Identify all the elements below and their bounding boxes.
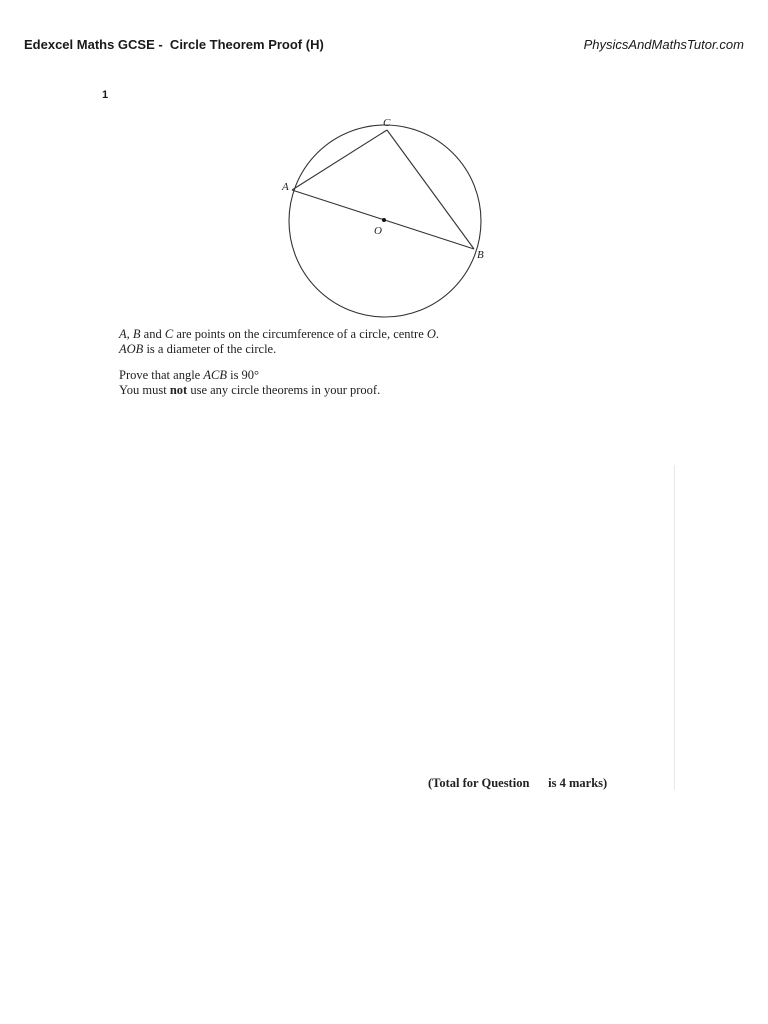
- question-instruction: [119, 368, 380, 398]
- chord-ac: [292, 130, 387, 190]
- point-a: A: [119, 327, 127, 341]
- text-fragment: use any circle theorems in your proof.: [187, 383, 381, 397]
- label-a: A: [282, 181, 289, 193]
- text-fragment: is 90°: [226, 368, 260, 382]
- instruction-line-1: [119, 368, 380, 383]
- point-c: C: [164, 327, 174, 341]
- chord-cb: [387, 130, 474, 249]
- circle-diagram: [270, 110, 500, 322]
- point-o: O: [426, 327, 436, 341]
- angle-name: ACB: [203, 368, 227, 382]
- question-statement: [119, 327, 439, 357]
- instruction-line-2: [119, 383, 380, 398]
- point-b: B: [132, 327, 141, 341]
- statement-line-2: [119, 342, 439, 357]
- label-b: B: [477, 249, 484, 261]
- emphasis-not: not: [169, 383, 188, 397]
- centre-point: [382, 218, 386, 222]
- total-marks: (Total for Question is 4 marks): [428, 776, 608, 790]
- text-fragment: is a diameter of the circle.: [143, 342, 277, 356]
- text-fragment: Prove that angle: [119, 368, 204, 382]
- question-number: 1: [102, 89, 109, 101]
- site-name: PhysicsAndMathsTutor.com: [583, 37, 744, 52]
- text-fragment: are points on the circumference of a circle, centre: [173, 327, 427, 341]
- text-fragment: and: [140, 327, 165, 341]
- text-fragment: ,: [126, 327, 133, 341]
- answer-area-border: [674, 465, 675, 790]
- diameter-name: AOB: [119, 342, 144, 356]
- text-fragment: You must: [119, 383, 170, 397]
- label-o: O: [374, 225, 382, 237]
- document-title: Edexcel Maths GCSE - Circle Theorem Proof (H): [24, 37, 324, 52]
- text-fragment: .: [435, 327, 440, 341]
- label-c: C: [383, 117, 391, 129]
- circle-diagram-svg: [270, 110, 500, 322]
- statement-line-1: [119, 327, 439, 342]
